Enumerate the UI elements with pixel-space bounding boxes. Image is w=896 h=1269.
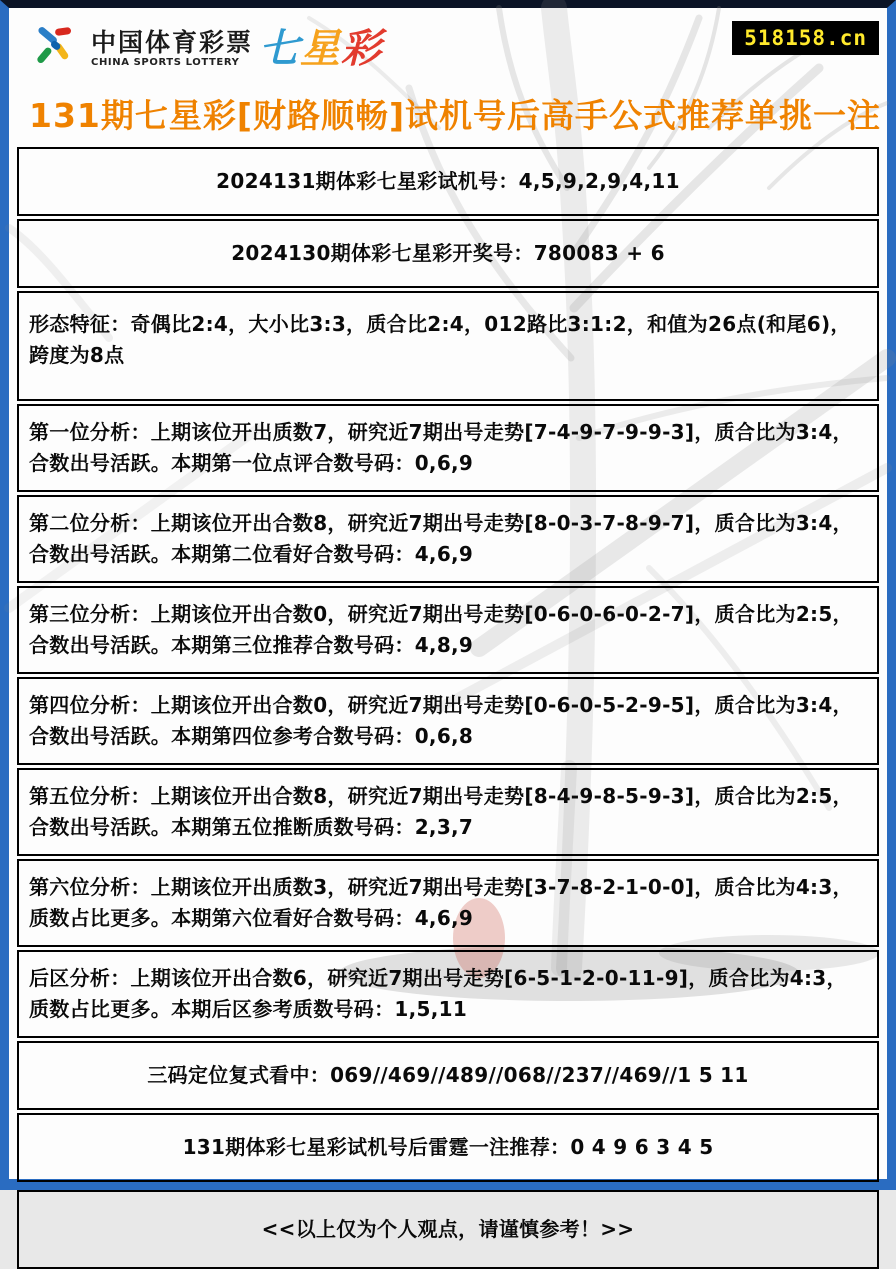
boxes-list — [9, 147, 887, 1269]
brand-text — [91, 30, 253, 68]
test-number-box: 2024131期体彩七星彩试机号：4,5,9,2,9,4,11 — [17, 147, 879, 216]
site-badge: 518158.cn — [732, 21, 879, 55]
position-4-analysis-box: 第四位分析：上期该位开出合数0，研究近7期出号走势[0-6-0-5-2-9-5]，质合比为3:4，合数出号活跃。本期第四位参考合数号码：0,6,8 — [17, 677, 879, 765]
product-char-1: 七 — [259, 26, 301, 72]
position-3-analysis-box: 第三位分析：上期该位开出合数0，研究近7期出号走势[0-6-0-6-0-2-7]，质合比为2:5，合数出号活跃。本期第三位推荐合数号码：4,8,9 — [17, 586, 879, 674]
disclaimer-box: <<以上仅为个人观点，请谨慎参考！>> — [17, 1190, 879, 1269]
product-name — [259, 26, 383, 72]
pattern-feature-box: 形态特征：奇偶比2:4，大小比3:3，质合比2:4，012路比3:1:2，和值为26点(和尾6)，跨度为8点 — [17, 291, 879, 401]
single-bet-box: 131期体彩七星彩试机号后雷霆一注推荐：0 4 9 6 3 4 5 — [17, 1113, 879, 1182]
draw-number-box: 2024130期体彩七星彩开奖号：780083 + 6 — [17, 219, 879, 288]
position-2-analysis-box: 第二位分析：上期该位开出合数8，研究近7期出号走势[8-0-3-7-8-9-7]，质合比为3:4，合数出号活跃。本期第二位看好合数号码：4,6,9 — [17, 495, 879, 583]
header — [9, 8, 887, 147]
three-code-box: 三码定位复式看中：069//469//489//068//237//469//1 5 11 — [17, 1041, 879, 1110]
position-5-analysis-box: 第五位分析：上期该位开出合数8，研究近7期出号走势[8-4-9-8-5-9-3]，质合比为2:5，合数出号活跃。本期第五位推断质数号码：2,3,7 — [17, 768, 879, 856]
rear-zone-analysis-box: 后区分析：上期该位开出合数6，研究近7期出号走势[6-5-1-2-0-11-9]，质合比为4:3，质数占比更多。本期后区参考质数号码：1,5,11 — [17, 950, 879, 1038]
position-6-analysis-box: 第六位分析：上期该位开出质数3，研究近7期出号走势[3-7-8-2-1-0-0]，质合比为4:3，质数占比更多。本期第六位看好合数号码：4,6,9 — [17, 859, 879, 947]
brand-name-en: CHINA SPORTS LOTTERY — [91, 57, 240, 68]
brand-name-cn: 中国体育彩票 — [91, 28, 254, 57]
page-title: 131期七星彩[财路顺畅]试机号后高手公式推荐单挑一注 — [29, 96, 882, 135]
product-char-2: 星 — [300, 26, 342, 72]
sports-lottery-logo-icon — [31, 24, 83, 74]
position-1-analysis-box: 第一位分析：上期该位开出质数7，研究近7期出号走势[7-4-9-7-9-9-3]，质合比为3:4，合数出号活跃。本期第一位点评合数号码：0,6,9 — [17, 404, 879, 492]
product-char-3: 彩 — [341, 26, 383, 72]
